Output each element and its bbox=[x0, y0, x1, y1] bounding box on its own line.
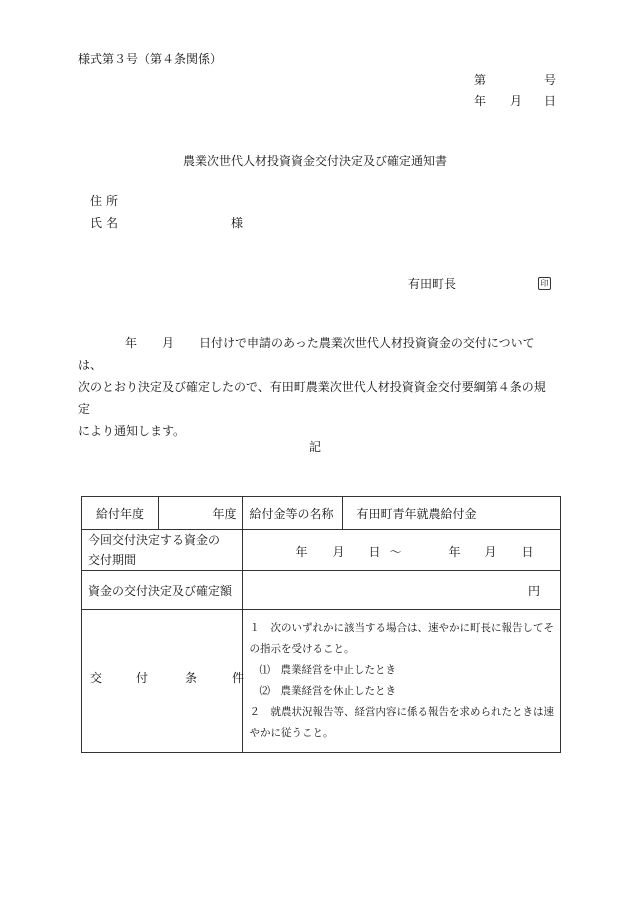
period-start-day: 日 bbox=[368, 545, 381, 559]
amount-value: 円 bbox=[243, 571, 561, 610]
notice-body bbox=[78, 332, 556, 442]
fund-name-value: 有田町青年就農給付金 bbox=[342, 497, 561, 530]
period-end-year: 年 bbox=[448, 545, 461, 559]
period-end-month: 月 bbox=[484, 545, 497, 559]
conditions-label-char-2: 付 bbox=[136, 671, 149, 685]
ki-heading: 記 bbox=[308, 440, 321, 454]
period-label-line-2: 交付期間 bbox=[88, 553, 137, 567]
condition-line-5: ２ 就農状況報告等、経営内容に係る報告を求められたときは速 bbox=[249, 706, 554, 718]
period-start-year: 年 bbox=[295, 545, 308, 559]
details-table bbox=[81, 496, 561, 753]
date-year: 年 bbox=[474, 94, 487, 108]
form-number: 様式第３号（第４条関係） bbox=[78, 52, 223, 66]
number-suffix: 号 bbox=[544, 73, 557, 87]
name-label: 氏名 bbox=[90, 216, 123, 230]
condition-line-6: やかに従うこと。 bbox=[249, 727, 334, 739]
issuer-name: 有田町長 bbox=[408, 277, 457, 291]
amount-label: 資金の交付決定及び確定額 bbox=[82, 571, 243, 610]
conditions-label-char-3: 条 bbox=[185, 671, 198, 685]
condition-line-1: １ 次のいずれかに該当する場合は、速やかに町長に報告してそ bbox=[249, 622, 554, 634]
period-value bbox=[243, 530, 561, 571]
conditions-label-char-1: 交 bbox=[90, 671, 103, 685]
conditions-label-char-4: 件 bbox=[232, 671, 245, 685]
date-day: 日 bbox=[544, 94, 557, 108]
body-month: 月 bbox=[162, 336, 175, 350]
period-end-day: 日 bbox=[521, 545, 534, 559]
period-tilde: ～ bbox=[389, 545, 402, 559]
number-prefix: 第 bbox=[474, 73, 487, 87]
body-date-suffix: 日付けで申請のあった農業次世代人材投資資金の交付については、 bbox=[78, 336, 535, 372]
fund-name-label: 給付金等の名称 bbox=[243, 497, 342, 530]
body-year: 年 bbox=[125, 336, 138, 350]
document-title: 農業次世代人材投資資金交付決定及び確定通知書 bbox=[182, 154, 447, 168]
period-label bbox=[82, 530, 243, 571]
honorific: 様 bbox=[231, 216, 244, 230]
body-line-2: 次のとおり決定及び確定したので、有田町農業次世代人材投資資金交付要綱第４条の規定 bbox=[78, 380, 546, 416]
seal-icon: 印 bbox=[538, 277, 551, 290]
date-month: 月 bbox=[510, 94, 523, 108]
fiscal-year-label: 給付年度 bbox=[82, 497, 159, 530]
fiscal-year-value: 年度 bbox=[159, 497, 243, 530]
body-line-3: により通知します。 bbox=[78, 424, 186, 438]
condition-line-2: の指示を受けること。 bbox=[249, 643, 355, 655]
condition-line-3: ⑴ 農業経営を中止したとき bbox=[259, 664, 396, 676]
period-start-month: 月 bbox=[332, 545, 345, 559]
period-label-line-1: 今回交付決定する資金の bbox=[88, 533, 221, 547]
conditions-list bbox=[243, 610, 561, 753]
address-label: 住所 bbox=[90, 194, 123, 208]
conditions-label bbox=[82, 610, 243, 753]
condition-line-4: ⑵ 農業経営を休止したとき bbox=[259, 685, 396, 697]
